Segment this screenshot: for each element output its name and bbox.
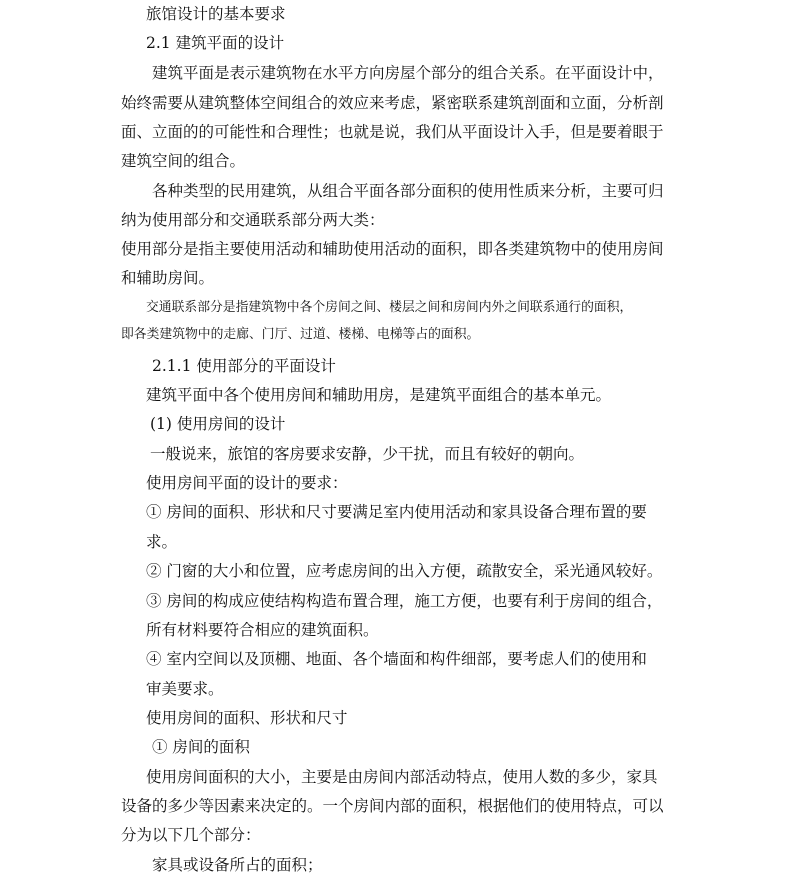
- paragraph-line: 建筑平面中各个使用房间和辅助用房，是建筑平面组合的基本单元。: [146, 386, 612, 404]
- paragraph-line: 交通联系部分是指建筑物中各个房间之间、楼层之间和房间内外之间联系通行的面积，: [146, 300, 633, 315]
- paragraph-line: 使用房间面积的大小，主要是由房间内部活动特点，使用人数的多少，家具: [146, 768, 658, 786]
- paragraph-line: 使用房间平面的设计的要求：: [146, 474, 348, 492]
- paragraph-line: 建筑空间的组合。: [121, 152, 246, 170]
- section-heading: 2.1 建筑平面的设计: [146, 34, 285, 52]
- list-item-continuation: 求。: [146, 533, 178, 551]
- document-title: 旅馆设计的基本要求: [146, 5, 286, 23]
- list-item-continuation: 所有材料要符合相应的建筑面积。: [146, 621, 379, 639]
- subsection-heading: 2.1.1 使用部分的平面设计: [152, 357, 336, 375]
- paragraph-line: 家具或设备所占的面积；: [152, 856, 323, 874]
- list-item: ② 门窗的大小和位置，应考虑房间的出入方便，疏散安全，采光通风较好。: [146, 562, 663, 580]
- paragraph-line: 和辅助房间。: [121, 269, 215, 287]
- item-heading: ① 房间的面积: [152, 738, 250, 756]
- item-heading: (1) 使用房间的设计: [150, 415, 286, 433]
- list-item: ④ 室内空间以及顶棚、地面、各个墙面和构件细部，要考虑人们的使用和: [146, 650, 647, 668]
- paragraph-line: 使用房间的面积、形状和尺寸: [146, 709, 348, 727]
- paragraph-line: 建筑平面是表示建筑物在水平方向房屋个部分的组合关系。在平面设计中，: [152, 64, 664, 82]
- paragraph-line: 设备的多少等因素来决定的。一个房间内部的面积，根据他们的使用特点，可以: [121, 797, 664, 815]
- paragraph-line: 各种类型的民用建筑，从组合平面各部分面积的使用性质来分析，主要可归: [152, 182, 664, 200]
- paragraph-line: 即各类建筑物中的走廊、门厅、过道、楼梯、电梯等占的面积。: [121, 327, 480, 342]
- paragraph-line: 始终需要从建筑整体空间组合的效应来考虑，紧密联系建筑剖面和立面，分析剖: [121, 94, 664, 112]
- list-item: ③ 房间的构成应使结构构造布置合理，施工方便，也要有利于房间的组合，: [146, 592, 663, 610]
- list-item: ① 房间的面积、形状和尺寸要满足室内使用活动和家具设备合理布置的要: [146, 503, 647, 521]
- paragraph-line: 面、立面的的可能性和合理性；也就是说，我们从平面设计入手，但是要着眼于: [121, 123, 664, 141]
- list-item-continuation: 审美要求。: [146, 680, 224, 698]
- paragraph-line: 分为以下几个部分：: [121, 826, 261, 844]
- paragraph-line: 一般说来，旅馆的客房要求安静，少干扰，而且有较好的朝向。: [150, 445, 585, 463]
- paragraph-line: 纳为使用部分和交通联系部分两大类：: [121, 211, 385, 229]
- paragraph-line: 使用部分是指主要使用活动和辅助使用活动的面积，即各类建筑物中的使用房间: [121, 240, 664, 258]
